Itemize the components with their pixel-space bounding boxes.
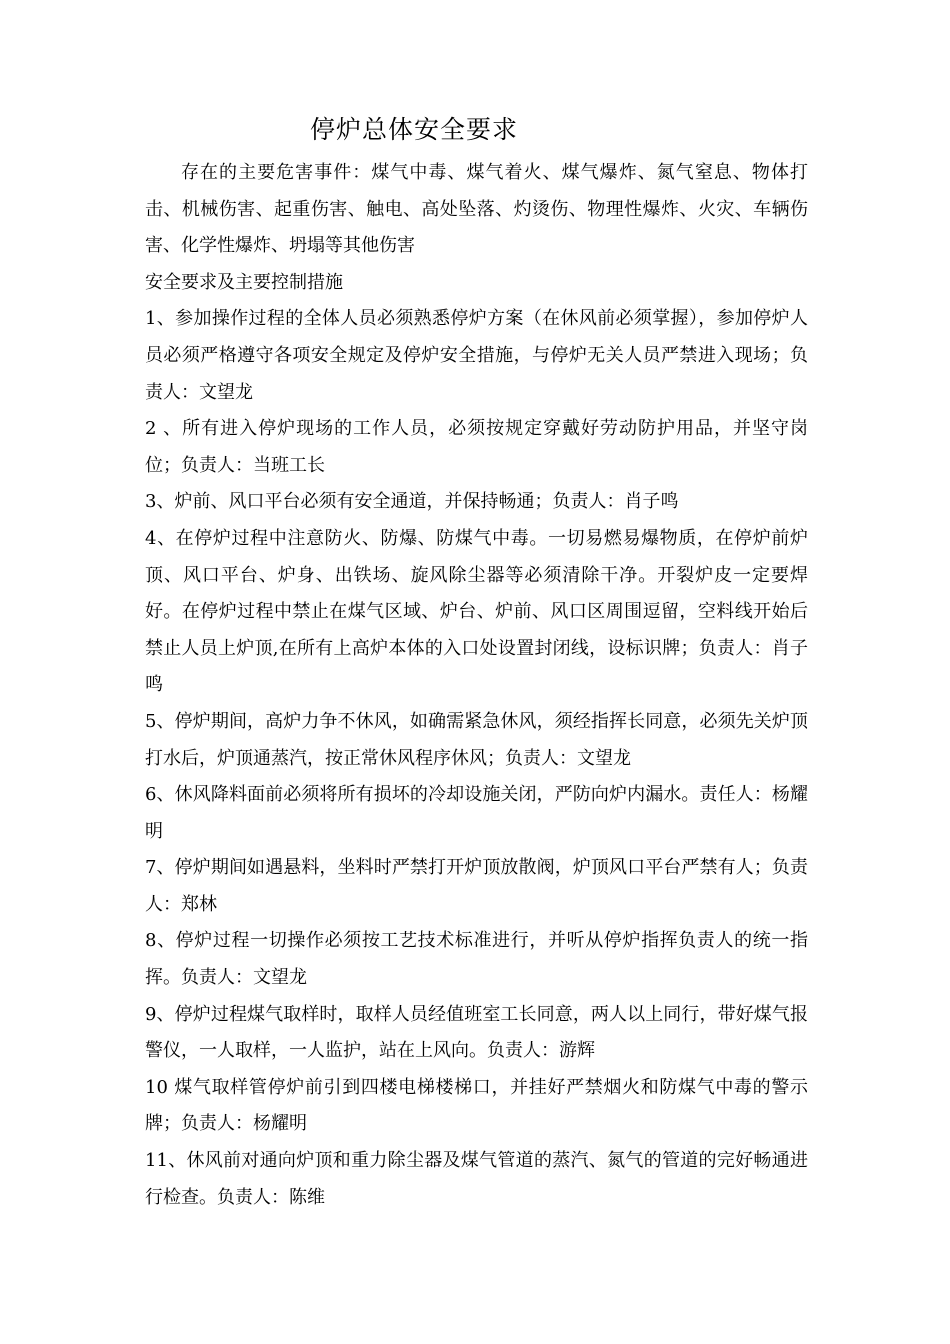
requirement-item-8: 8、停炉过程一切操作必须按工艺技术标准进行，并听从停炉指挥负责人的统一指挥。负责人：文望龙 xyxy=(145,930,808,989)
requirement-item-6: 6、休风降料面前必须将所有损坏的冷却设施关闭，严防向炉内漏水。责任人：杨耀明 xyxy=(145,784,808,842)
document-title: 停炉总体安全要求 xyxy=(310,115,519,144)
hazard-intro-paragraph: 存在的主要危害事件：煤气中毒、煤气着火、煤气爆炸、氮气窒息、物体打击、机械伤害、起重伤害、触电、高处坠落、灼烫伤、物理性爆炸、火灾、车辆伤害、化学性爆炸、坍塌等其他伤害 xyxy=(145,162,808,257)
requirement-item-10: 10 煤气取样管停炉前引到四楼电梯楼梯口，并挂好严禁烟火和防煤气中毒的警示牌；负责人：杨耀明 xyxy=(145,1076,808,1135)
section-heading: 安全要求及主要控制措施 xyxy=(145,271,343,293)
requirement-item-2: 2 、所有进入停炉现场的工作人员，必须按规定穿戴好劳动防护用品，并坚守岗位；负责人：当班工长 xyxy=(145,418,808,476)
requirement-item-3: 3、炉前、风口平台必须有安全通道，并保持畅通；负责人：肖子鸣 xyxy=(145,491,679,513)
document-body xyxy=(145,155,808,1216)
requirement-item-9: 9、停炉过程煤气取样时，取样人员经值班室工长同意，两人以上同行，带好煤气报警仪，一人取样，一人监护，站在上风向。负责人：游辉 xyxy=(145,1003,808,1062)
requirement-item-4: 4、在停炉过程中注意防火、防爆、防煤气中毒。一切易燃易爆物质，在停炉前炉顶、风口平台、炉身、出铁场、旋风除尘器等必须清除干净。开裂炉皮一定要焊好。在停炉过程中禁止在煤气区域、炉台、炉前、风口区周围逗留，空料线开始后禁止人员上炉顶,在所有上高炉本体的入口处设置封闭线，设标识牌；负责人：肖子鸣 xyxy=(145,527,808,696)
requirement-item-1: 1、参加操作过程的全体人员必须熟悉停炉方案（在休风前必须掌握），参加停炉人员必须严格遵守各项安全规定及停炉安全措施，与停炉无关人员严禁进入现场；负责人：文望龙 xyxy=(145,308,808,403)
requirement-item-5: 5、停炉期间，高炉力争不休风，如确需紧急休风，须经指挥长同意，必须先关炉顶打水后，炉顶通蒸汽，按正常休风程序休风；负责人：文望龙 xyxy=(145,710,808,769)
requirement-item-7: 7、停炉期间如遇悬料，坐料时严禁打开炉顶放散阀，炉顶风口平台严禁有人；负责人：郑林 xyxy=(145,857,808,915)
requirement-item-11: 11、休风前对通向炉顶和重力除尘器及煤气管道的蒸汽、氮气的管道的完好畅通进行检查。负责人：陈维 xyxy=(145,1150,808,1208)
